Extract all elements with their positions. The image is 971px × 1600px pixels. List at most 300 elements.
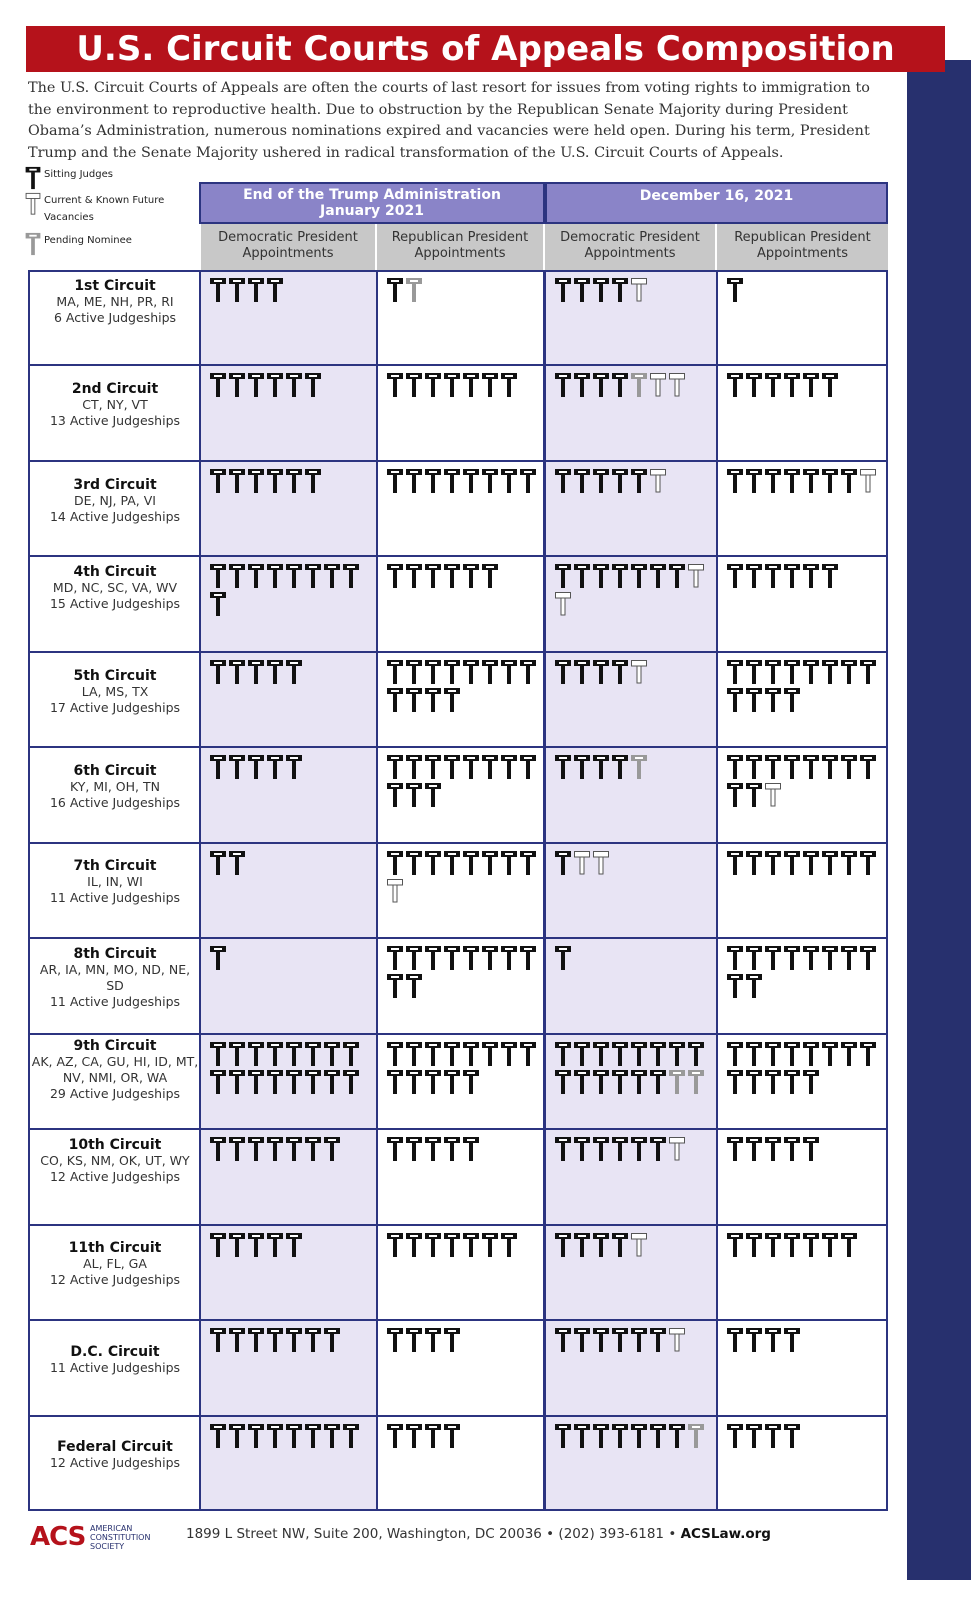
sitting-judge-gavel-icon: [209, 563, 227, 589]
circuit-states: MA, ME, NH, PR, RI: [56, 293, 174, 309]
judges-cell-p2-rep: [718, 1226, 888, 1319]
sitting-judge-gavel-icon: [726, 1423, 744, 1449]
circuit-label: [30, 946, 200, 1010]
sitting-judge-gavel-icon: [764, 659, 782, 685]
judges-cell-p1-dem: [201, 748, 376, 841]
sitting-judge-gavel-icon: [424, 782, 442, 808]
footer-address: [186, 1526, 771, 1542]
sitting-judge-gavel-icon: [821, 1041, 839, 1067]
sitting-judge-gavel-icon: [840, 850, 858, 876]
sitting-judge-gavel-icon: [285, 1327, 303, 1353]
sitting-judge-gavel-icon: [405, 1232, 423, 1258]
sitting-judge-gavel-icon: [304, 1041, 322, 1067]
judges-cell-p1-rep: [378, 844, 543, 937]
subheader-p1-rep: Republican President Appointments: [377, 224, 545, 270]
sitting-judge-gavel-icon: [519, 945, 537, 971]
sitting-judge-gavel-icon: [630, 1136, 648, 1162]
sitting-judge-gavel-icon: [386, 659, 404, 685]
subheader-p2-dem: Democratic President Appointments: [545, 224, 717, 270]
sitting-judge-gavel-icon: [611, 372, 629, 398]
sitting-judge-gavel-icon: [592, 1232, 610, 1258]
sitting-judge-gavel-icon: [764, 1069, 782, 1095]
circuit-name: 1st Circuit: [74, 277, 156, 294]
sitting-judge-gavel-icon: [821, 945, 839, 971]
sitting-judge-gavel-icon: [209, 754, 227, 780]
sitting-judge-gavel-icon: [386, 372, 404, 398]
sitting-judge-gavel-icon: [209, 1069, 227, 1095]
circuit-states: DE, NJ, PA, VI: [74, 492, 156, 508]
sitting-judge-gavel-icon: [247, 468, 265, 494]
sitting-judge-gavel-icon: [462, 945, 480, 971]
circuit-states: AR, IA, MN, MO, ND, NE, SD: [39, 961, 191, 993]
sitting-judge-gavel-icon: [554, 659, 572, 685]
judges-cell-p2-rep: [718, 939, 888, 1032]
sitting-judge-gavel-icon: [840, 468, 858, 494]
sitting-judge-gavel-icon: [573, 1041, 591, 1067]
sitting-judge-gavel-icon: [859, 659, 877, 685]
sitting-judge-gavel-icon: [209, 1136, 227, 1162]
sitting-judge-gavel-icon: [247, 1136, 265, 1162]
sitting-judge-gavel-icon: [481, 1232, 499, 1258]
sitting-judge-gavel-icon: [500, 850, 518, 876]
sitting-judge-gavel-icon: [573, 1136, 591, 1162]
circuit-judgeships: 6 Active Judgeships: [53, 309, 177, 325]
sitting-judge-gavel-icon: [745, 468, 763, 494]
legend-sitting-label: Sitting Judges: [44, 169, 113, 180]
circuit-name: 3rd Circuit: [73, 476, 157, 493]
circuit-label: [30, 564, 200, 612]
sitting-judge-gavel-icon: [783, 1327, 801, 1353]
circuit-name: Federal Circuit: [57, 1439, 173, 1456]
sitting-judge-gavel-icon: [783, 372, 801, 398]
legend-pending: [24, 232, 196, 258]
sitting-judge-gavel-icon: [592, 372, 610, 398]
circuit-judgeships: 14 Active Judgeships: [49, 508, 181, 524]
sitting-judge-gavel-icon: [573, 372, 591, 398]
sitting-judge-gavel-icon: [840, 1232, 858, 1258]
website-link[interactable]: ACSLaw.org: [680, 1526, 771, 1542]
sitting-judge-gavel-icon: [342, 1069, 360, 1095]
sitting-judge-gavel-icon: [745, 687, 763, 713]
legend-sitting: [24, 166, 196, 192]
pending-nominee-gavel-icon: [405, 277, 423, 303]
sitting-judge-gavel-icon: [462, 850, 480, 876]
sitting-judge-gavel-icon: [802, 1136, 820, 1162]
judges-cell-p1-rep: [378, 271, 543, 364]
circuit-label: [30, 1240, 200, 1288]
sitting-judge-gavel-icon: [764, 1423, 782, 1449]
judges-cell-p2-dem: [546, 653, 716, 746]
sitting-judge-gavel-icon: [424, 945, 442, 971]
circuit-judgeships: 29 Active Judgeships: [49, 1085, 181, 1101]
judges-cell-p1-dem: [201, 1417, 376, 1510]
circuit-label: [30, 1344, 200, 1376]
sitting-judge-gavel-icon: [802, 1069, 820, 1095]
sitting-judge-gavel-icon: [481, 372, 499, 398]
intro-text: The U.S. Circuit Courts of Appeals are often the courts of last resort for issues from voting rights to immigration to the environment to reproductive health. Due to obstruction by the Republican Senate Majority during President Obama’s Administration, numerous nominations expired and vacancies were held open. During his term, President Trump and the Senate Majority ushered in radical transformation of the U.S. Circuit Courts of Appeals.: [28, 80, 870, 161]
sitting-judge-gavel-icon: [573, 1069, 591, 1095]
sitting-judge-gavel-icon: [323, 1041, 341, 1067]
sitting-judge-gavel-icon: [519, 1041, 537, 1067]
sitting-judge-gavel-icon: [247, 372, 265, 398]
sitting-judge-gavel-icon: [783, 468, 801, 494]
sitting-judge-gavel-icon: [764, 1232, 782, 1258]
sitting-judge-gavel-icon: [285, 659, 303, 685]
sitting-judge-gavel-icon: [554, 1232, 572, 1258]
vacancy-gavel-icon: [573, 850, 591, 876]
sitting-judge-gavel-icon: [592, 277, 610, 303]
circuit-label: [30, 381, 200, 429]
sitting-judge-gavel-icon: [573, 754, 591, 780]
sitting-judge-gavel-icon: [764, 945, 782, 971]
vacancy-gavel-icon: [649, 468, 667, 494]
sitting-judge-gavel-icon: [266, 563, 284, 589]
judges-cell-p2-dem: [546, 557, 716, 650]
sitting-judge-gavel-icon: [228, 563, 246, 589]
sitting-judge-gavel-icon: [500, 945, 518, 971]
sitting-judge-gavel-icon: [405, 563, 423, 589]
sitting-judge-gavel-icon: [745, 563, 763, 589]
sitting-judge-gavel-icon: [764, 687, 782, 713]
circuit-states: AL, FL, GA: [83, 1256, 147, 1272]
sitting-judge-gavel-icon: [802, 468, 820, 494]
sitting-judge-gavel-icon: [764, 1136, 782, 1162]
sitting-judge-gavel-icon: [726, 1041, 744, 1067]
sitting-judge-gavel-icon: [266, 1069, 284, 1095]
sitting-judge-gavel-icon: [443, 945, 461, 971]
sitting-judge-gavel-icon: [611, 1232, 629, 1258]
pending-nominee-gavel-icon: [668, 1069, 686, 1095]
sitting-judge-gavel-icon: [783, 945, 801, 971]
sitting-judge-gavel-icon: [405, 659, 423, 685]
judges-cell-p1-dem: [201, 1226, 376, 1319]
sitting-judge-gavel-icon: [342, 1423, 360, 1449]
sitting-judge-gavel-icon: [726, 782, 744, 808]
circuit-judgeships: 11 Active Judgeships: [49, 993, 181, 1009]
legend: [24, 166, 196, 258]
sitting-judge-gavel-icon: [405, 945, 423, 971]
sitting-judge-gavel-icon: [649, 1423, 667, 1449]
sitting-judge-gavel-icon: [386, 973, 404, 999]
vacancy-gavel-icon: [592, 850, 610, 876]
sitting-judge-gavel-icon: [424, 850, 442, 876]
sitting-judge-gavel-icon: [726, 659, 744, 685]
sitting-judge-gavel-icon: [285, 1232, 303, 1258]
sitting-judge-gavel-icon: [840, 945, 858, 971]
sitting-judge-gavel-icon: [802, 1232, 820, 1258]
sitting-judge-gavel-icon: [592, 563, 610, 589]
sitting-judge-gavel-icon: [386, 782, 404, 808]
sitting-judge-gavel-icon: [304, 1327, 322, 1353]
sitting-judge-gavel-icon: [209, 659, 227, 685]
sitting-judge-gavel-icon: [209, 945, 227, 971]
sitting-judge-gavel-icon: [554, 1327, 572, 1353]
sitting-judge-gavel-icon: [554, 754, 572, 780]
sitting-judge-gavel-icon: [228, 1327, 246, 1353]
sitting-judge-gavel-icon: [266, 754, 284, 780]
footer: [26, 1522, 786, 1562]
judges-cell-p2-dem: [546, 1417, 716, 1510]
circuit-name: D.C. Circuit: [70, 1343, 160, 1360]
sitting-judge-gavel-icon: [783, 1232, 801, 1258]
sitting-judge-gavel-icon: [745, 1069, 763, 1095]
sitting-judge-gavel-icon: [266, 372, 284, 398]
sitting-judge-gavel-icon: [630, 563, 648, 589]
sitting-judge-gavel-icon: [386, 1069, 404, 1095]
sitting-judge-gavel-icon: [424, 468, 442, 494]
circuit-label: [30, 477, 200, 525]
sitting-judge-gavel-icon: [783, 659, 801, 685]
sitting-judge-gavel-icon: [304, 563, 322, 589]
legend-pending-label: Pending Nominee: [44, 235, 132, 246]
sitting-judge-gavel-icon: [554, 1041, 572, 1067]
sitting-judge-gavel-icon: [726, 468, 744, 494]
circuit-label: [30, 278, 200, 326]
sitting-judge-gavel-icon: [386, 754, 404, 780]
judges-cell-p2-dem: [546, 366, 716, 459]
sitting-judge-gavel-icon: [500, 754, 518, 780]
sitting-judge-gavel-icon: [745, 973, 763, 999]
sitting-judge-gavel-icon: [611, 563, 629, 589]
judges-cell-p1-dem: [201, 1321, 376, 1414]
sitting-judge-gavel-icon: [247, 277, 265, 303]
sitting-judge-gavel-icon: [726, 563, 744, 589]
pending-nominee-gavel-icon: [687, 1423, 705, 1449]
sitting-judge-gavel-icon: [802, 563, 820, 589]
sitting-judge-gavel-icon: [554, 372, 572, 398]
sitting-judge-gavel-icon: [386, 850, 404, 876]
judges-cell-p2-rep: [718, 653, 888, 746]
sitting-judge-gavel-icon: [405, 687, 423, 713]
pending-nominee-gavel-icon: [630, 754, 648, 780]
sitting-judge-gavel-icon: [630, 1069, 648, 1095]
sitting-judge-gavel-icon: [405, 782, 423, 808]
sitting-judge-gavel-icon: [592, 1041, 610, 1067]
sitting-judge-gavel-icon: [266, 1327, 284, 1353]
acs-logo: ACS: [30, 1522, 86, 1552]
sitting-judge-gavel-icon: [462, 754, 480, 780]
side-band: [907, 60, 971, 1580]
sitting-judge-gavel-icon: [209, 591, 227, 617]
sitting-judge-gavel-icon: [209, 1041, 227, 1067]
sitting-judge-gavel-icon: [783, 1041, 801, 1067]
judges-cell-p2-rep: [718, 748, 888, 841]
sitting-judge-gavel-icon: [802, 659, 820, 685]
sitting-judge-gavel-icon: [323, 1136, 341, 1162]
sitting-judge-gavel-icon: [745, 372, 763, 398]
circuit-name: 11th Circuit: [68, 1240, 162, 1257]
sitting-judge-gavel-icon: [859, 945, 877, 971]
sitting-judge-gavel-icon: [668, 1423, 686, 1449]
sitting-judge-gavel-icon: [443, 563, 461, 589]
judges-cell-p1-rep: [378, 366, 543, 459]
sitting-judge-gavel-icon: [209, 1423, 227, 1449]
judges-cell-p2-dem: [546, 1321, 716, 1414]
sitting-judge-gavel-icon: [247, 754, 265, 780]
sitting-judge-gavel-icon: [285, 468, 303, 494]
vacancy-gavel-icon: [668, 1327, 686, 1353]
sitting-judge-gavel-icon: [592, 468, 610, 494]
sitting-judge-gavel-icon: [481, 1041, 499, 1067]
sitting-judge-gavel-icon: [462, 659, 480, 685]
judges-cell-p2-dem: [546, 939, 716, 1032]
sitting-judge-gavel-icon: [247, 1232, 265, 1258]
sitting-judge-gavel-icon: [386, 1327, 404, 1353]
sitting-judge-gavel-icon: [285, 1041, 303, 1067]
sitting-judge-gavel-icon: [554, 1069, 572, 1095]
sitting-judge-gavel-icon: [386, 277, 404, 303]
circuit-name: 5th Circuit: [73, 667, 157, 684]
sitting-judge-gavel-icon: [386, 687, 404, 713]
sitting-judge-gavel-icon: [554, 945, 572, 971]
judges-cell-p1-rep: [378, 748, 543, 841]
sitting-judge-gavel-icon: [304, 1136, 322, 1162]
sitting-judge-gavel-icon: [424, 1069, 442, 1095]
sitting-judge-gavel-icon: [821, 754, 839, 780]
sitting-judge-gavel-icon: [649, 1041, 667, 1067]
sitting-judge-gavel-icon: [247, 563, 265, 589]
sitting-judge-gavel-icon: [783, 754, 801, 780]
judges-cell-p2-dem: [546, 1130, 716, 1223]
sitting-judge-gavel-icon: [209, 850, 227, 876]
sitting-judge-gavel-icon: [745, 850, 763, 876]
sitting-judge-gavel-icon: [611, 468, 629, 494]
sitting-judge-gavel-icon: [405, 1069, 423, 1095]
sitting-judge-gavel-icon: [500, 1041, 518, 1067]
sitting-judge-gavel-icon: [726, 945, 744, 971]
sitting-judge-gavel-icon: [764, 1327, 782, 1353]
sitting-judge-gavel-icon: [649, 563, 667, 589]
sitting-judge-gavel-icon: [611, 1327, 629, 1353]
sitting-judge-gavel-icon: [745, 945, 763, 971]
sitting-judge-gavel-icon: [424, 1232, 442, 1258]
sitting-judge-gavel-icon: [500, 659, 518, 685]
sitting-judge-gavel-icon: [209, 372, 227, 398]
sitting-judge-gavel-icon: [519, 850, 537, 876]
sitting-judge-gavel-icon: [611, 1041, 629, 1067]
sitting-judge-gavel-icon: [745, 754, 763, 780]
sitting-judge-gavel-icon: [323, 1423, 341, 1449]
sitting-judge-gavel-icon: [285, 1069, 303, 1095]
sitting-judge-gavel-icon: [247, 1041, 265, 1067]
judges-cell-p1-dem: [201, 1130, 376, 1223]
sitting-judge-gavel-icon: [323, 1069, 341, 1095]
sitting-judge-gavel-icon: [668, 563, 686, 589]
vacancy-gavel-icon: [630, 659, 648, 685]
circuit-label: [30, 1439, 200, 1471]
circuit-judgeships: 12 Active Judgeships: [49, 1168, 181, 1184]
sitting-judge-gavel-icon: [405, 372, 423, 398]
sitting-judge-gavel-icon: [443, 754, 461, 780]
sitting-judge-gavel-icon: [821, 468, 839, 494]
judges-cell-p2-rep: [718, 1035, 888, 1128]
sitting-judge-gavel-icon: [840, 754, 858, 780]
sitting-judge-gavel-icon: [764, 468, 782, 494]
sitting-judge-gavel-icon: [304, 1069, 322, 1095]
sitting-judge-gavel-icon: [424, 1327, 442, 1353]
sitting-judge-gavel-icon: [481, 754, 499, 780]
judges-cell-p2-dem: [546, 1226, 716, 1319]
circuit-judgeships: 15 Active Judgeships: [49, 596, 181, 612]
sitting-judge-gavel-icon: [424, 372, 442, 398]
sitting-judge-gavel-icon: [481, 468, 499, 494]
sitting-judge-gavel-icon: [745, 782, 763, 808]
sitting-judge-gavel-icon: [573, 277, 591, 303]
sitting-judge-gavel-icon: [228, 754, 246, 780]
vacancy-gavel-icon: [630, 1232, 648, 1258]
sitting-judge-gavel-icon: [611, 754, 629, 780]
sitting-judge-gavel-icon: [821, 659, 839, 685]
sitting-judge-gavel-icon: [592, 754, 610, 780]
judges-cell-p2-dem: [546, 1035, 716, 1128]
sitting-judge-gavel-icon: [481, 945, 499, 971]
sitting-judge-gavel-icon: [424, 659, 442, 685]
sitting-judge-gavel-icon: [285, 754, 303, 780]
vacancy-gavel-icon: [859, 468, 877, 494]
sitting-judge-gavel-icon: [859, 850, 877, 876]
sitting-judge-gavel-icon: [462, 1232, 480, 1258]
sitting-judge-gavel-icon: [228, 372, 246, 398]
sitting-judge-gavel-icon: [726, 1232, 744, 1258]
judges-cell-p1-rep: [378, 1417, 543, 1510]
sitting-judge-gavel-icon: [573, 563, 591, 589]
sitting-judge-gavel-icon: [462, 563, 480, 589]
sitting-judge-gavel-icon: [745, 1136, 763, 1162]
sitting-judge-gavel-icon: [228, 1232, 246, 1258]
sitting-judge-gavel-icon: [783, 1069, 801, 1095]
judges-cell-p2-dem: [546, 748, 716, 841]
sitting-judge-gavel-icon: [443, 1069, 461, 1095]
sitting-judge-gavel-icon: [649, 1136, 667, 1162]
sitting-judge-gavel-icon: [630, 1423, 648, 1449]
sitting-judge-gavel-icon: [247, 1327, 265, 1353]
sitting-judge-gavel-icon: [405, 1327, 423, 1353]
circuit-states: LA, MS, TX: [81, 683, 149, 699]
sitting-judge-gavel-icon: [443, 1041, 461, 1067]
sitting-judge-gavel-icon: [519, 468, 537, 494]
sitting-judge-gavel-icon: [726, 687, 744, 713]
sitting-judge-gavel-icon: [228, 468, 246, 494]
judges-cell-p1-dem: [201, 462, 376, 555]
judges-cell-p1-dem: [201, 939, 376, 1032]
sitting-judge-gavel-icon: [228, 1041, 246, 1067]
sitting-judge-gavel-icon: [668, 1041, 686, 1067]
sitting-judge-gavel-icon: [285, 563, 303, 589]
sitting-judge-gavel-icon: [592, 1327, 610, 1353]
judges-cell-p2-dem: [546, 462, 716, 555]
sitting-judge-gavel-icon: [802, 1041, 820, 1067]
sitting-judge-gavel-icon: [630, 468, 648, 494]
sitting-judge-gavel-icon: [500, 372, 518, 398]
judges-cell-p2-rep: [718, 844, 888, 937]
sitting-judge-gavel-icon: [745, 659, 763, 685]
sitting-judge-gavel-icon: [462, 1136, 480, 1162]
circuit-judgeships: 12 Active Judgeships: [49, 1455, 181, 1471]
sitting-judge-gavel-icon: [386, 468, 404, 494]
sitting-judge-gavel-icon: [462, 372, 480, 398]
sitting-judge-gavel-icon: [821, 372, 839, 398]
sitting-judge-gavel-icon: [266, 1423, 284, 1449]
judges-cell-p1-rep: [378, 557, 543, 650]
logo-org-text: AMERICAN CONSTITUTION SOCIETY: [90, 1524, 151, 1551]
pending-nominee-gavel-icon: [687, 1069, 705, 1095]
judges-cell-p1-rep: [378, 1130, 543, 1223]
header-period-2: December 16, 2021: [545, 182, 888, 224]
subheader-p2-rep: Republican President Appointments: [717, 224, 888, 270]
sitting-judge-gavel-icon: [481, 659, 499, 685]
sitting-judge-gavel-icon: [726, 372, 744, 398]
sitting-judge-gavel-icon: [266, 1232, 284, 1258]
